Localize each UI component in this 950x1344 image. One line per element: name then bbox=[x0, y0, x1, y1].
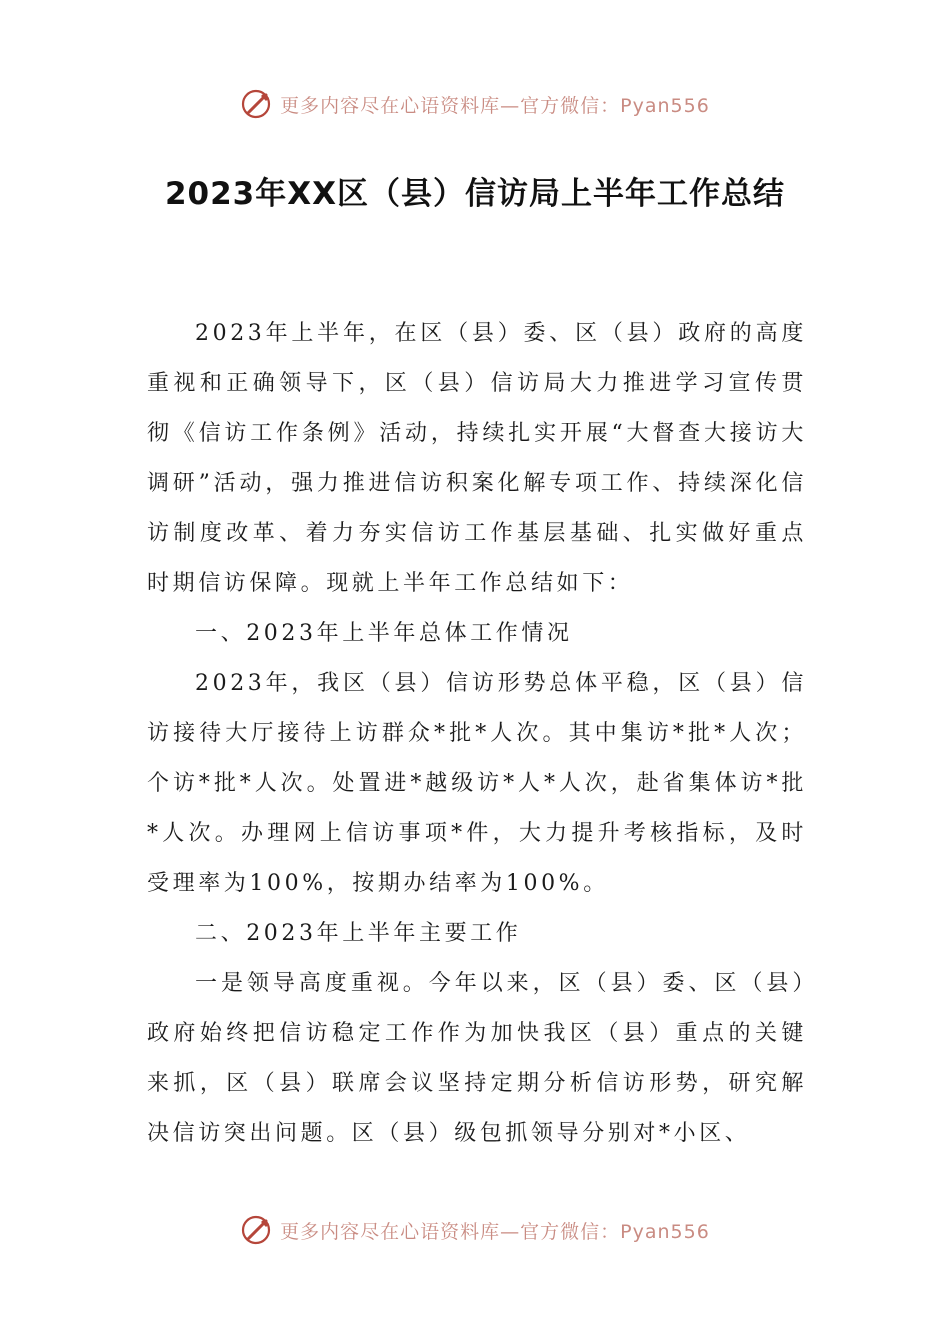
pen-logo-icon bbox=[240, 87, 274, 121]
paragraph-overview: 2023年，我区（县）信访形势总体平稳，区（县）信访接待大厅接待上访群众*批*人次。其中集访*批*人次；个访*批*人次。处置进*越级访*人*人次，赴省集体访*批*人次。办理网上信访事项*件，大力提升考核指标，及时受理率为100%，按期办结率为100%。 bbox=[147, 671, 807, 896]
pen-logo-icon bbox=[240, 1213, 274, 1247]
watermark-text: 更多内容尽在心语资料库—官方微信：Pyan556 bbox=[280, 1220, 710, 1243]
document-title: 2023年XX区（县）信访局上半年工作总结 bbox=[164, 176, 786, 212]
section-heading-1: 一、2023年上半年总体工作情况 bbox=[195, 621, 573, 646]
section-heading-2: 二、2023年上半年主要工作 bbox=[195, 921, 522, 946]
header-watermark bbox=[0, 84, 950, 124]
paragraph-work-1: 一是领导高度重视。今年以来，区（县）委、区（县）政府始终把信访稳定工作作为加快我区（县）重点的关键来抓，区（县）联席会议坚持定期分析信访形势，研究解决信访突出问题。区（县）级包抓领导分别对*小区、 bbox=[147, 971, 807, 1146]
document-body bbox=[147, 309, 807, 1159]
watermark-text: 更多内容尽在心语资料库—官方微信：Pyan556 bbox=[280, 94, 710, 117]
paragraph-intro: 2023年上半年，在区（县）委、区（县）政府的高度重视和正确领导下，区（县）信访局大力推进学习宣传贯彻《信访工作条例》活动，持续扎实开展“大督查大接访大调研”活动，强力推进信访积案化解专项工作、持续深化信访制度改革、着力夯实信访工作基层基础、扎实做好重点时期信访保障。现就上半年工作总结如下： bbox=[147, 321, 807, 596]
footer-watermark bbox=[0, 1210, 950, 1250]
